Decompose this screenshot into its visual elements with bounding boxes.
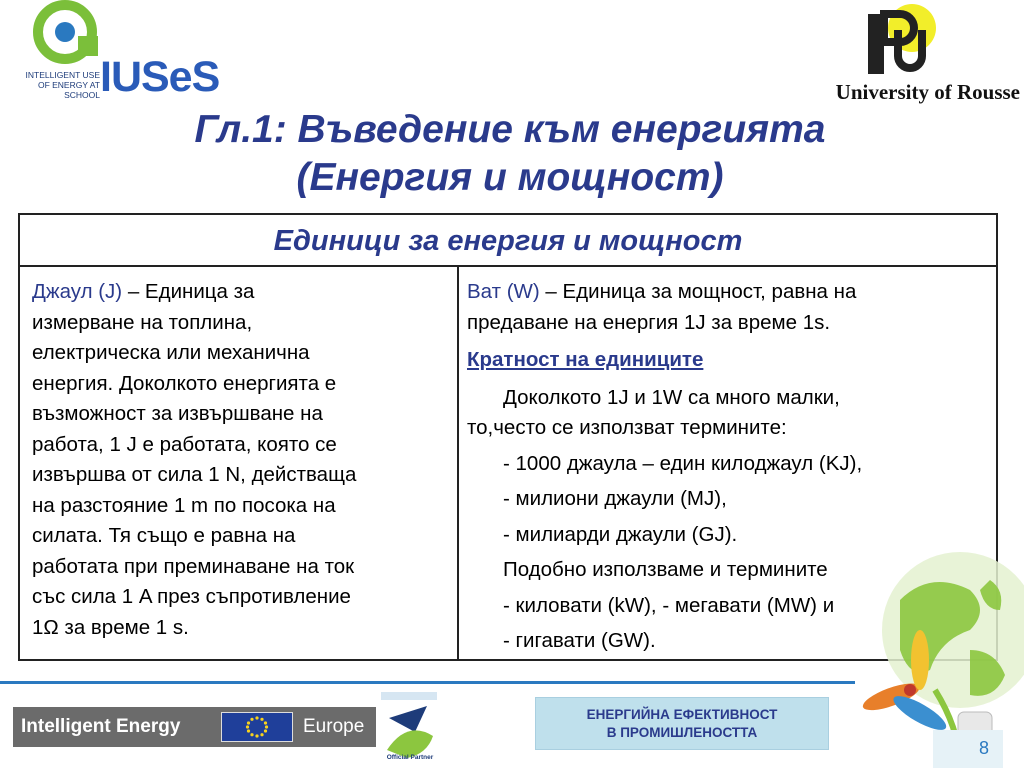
joule-line: работа, 1 J е работата, която се (32, 432, 337, 456)
joule-line: на разстояние 1 m по посока на (32, 493, 336, 517)
program-label-box (535, 697, 829, 750)
intelligent-energy-europe-banner (13, 707, 376, 747)
official-partner-text: Official Partner (386, 754, 434, 761)
iuses-wordmark: IUSeS (100, 53, 220, 101)
joule-line: извършва от сила 1 N, действаща (32, 463, 357, 486)
list-item: Подобно използваме и термините (503, 558, 828, 581)
joule-line: електрическа или механична (32, 341, 310, 364)
joule-line: със сила 1 A през съпротивление (32, 585, 351, 608)
title-line-2: (Енергия и мощност) (296, 156, 724, 199)
joule-first-line: Джаул (J) – Единица за (32, 280, 255, 303)
page-number: 8 (978, 738, 989, 758)
watt-line: предаване на енергия 1J за време 1s. (467, 310, 831, 334)
watt-first-line: Ват (W) – Единица за мощност, равна на (467, 280, 857, 303)
list-item: - 1000 джаула – един килоджаул (KJ), (503, 451, 863, 475)
program-line-1: ЕНЕРГИЙНА ЕФЕКТИВНОСТ (586, 707, 778, 722)
watt-term: Ват (W) (467, 280, 540, 303)
list-item: - киловати (kW), - мегавати (MW) и (503, 593, 835, 617)
program-line-2: В ПРОМИШЛЕНОСТТА (606, 725, 758, 740)
university-logo (860, 0, 940, 80)
joule-line: 1Ω за време 1 s. (32, 615, 189, 639)
joule-line: измерване на топлина, (32, 310, 253, 334)
unit-multiples-heading[interactable]: Кратност на единиците (467, 348, 704, 371)
iuses-subtitle: INTELLIGENT USE OF ENERGY AT SCHOOL (25, 70, 100, 100)
list-item: - милиарди джаули (GJ). (503, 522, 738, 546)
joule-term: Джаул (J) (32, 280, 123, 303)
footer-divider (0, 681, 855, 684)
joule-line: възможност за извършване на (32, 402, 323, 425)
column-divider (457, 267, 459, 661)
ie-left-text: Intelligent Energy (21, 716, 181, 737)
multiples-paragraph-line: то,често се използват термините: (467, 416, 787, 439)
list-item: - милиони джаули (MJ), (503, 487, 727, 510)
slide-title (100, 106, 920, 202)
joule-line: работата при преминаване на ток (32, 554, 355, 578)
list-item: - гигавати (GW). (503, 629, 656, 652)
multiples-paragraph-line: Доколкото 1J и 1W са много малки, (503, 385, 840, 409)
ie-right-text: Europe (303, 716, 365, 737)
table-header: Единици за енергия и мощност (20, 215, 996, 267)
joule-line: енергия. Доколкото енергията е (32, 371, 337, 395)
university-name: University of Rousse (835, 80, 1020, 104)
joule-cell (32, 277, 452, 643)
eu-flag-icon (221, 712, 293, 742)
title-line-1: Гл.1: Въведение към енергията (194, 108, 826, 151)
eu-stars-icon (222, 713, 292, 741)
joule-line: силата. Тя също е равна на (32, 524, 296, 547)
